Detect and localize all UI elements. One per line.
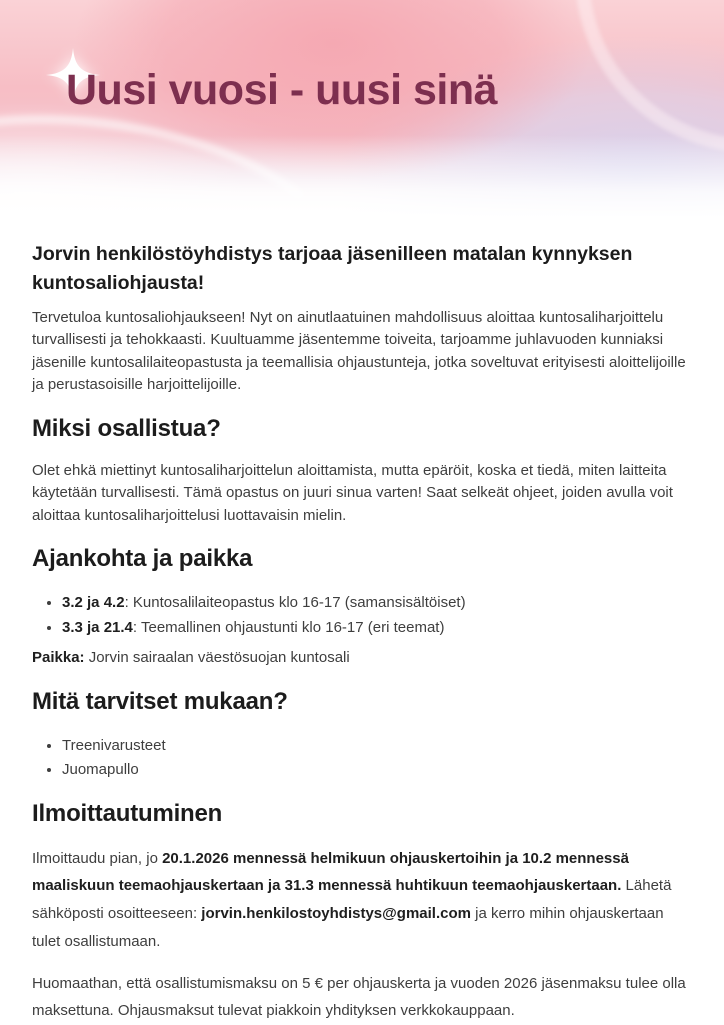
section-heading-when-where: Ajankohta ja paikka [32,541,692,577]
equipment-list [32,735,692,782]
list-item-equipment-2: • Juomapullo [62,759,692,782]
email-address: jorvin.henkilostoyhdistys@gmail.com [201,905,471,922]
ring-decoration-icon [575,0,724,153]
signup-paragraph: Ilmoittaudu pian, jo 20.1.2026 mennessä helmikuun ohjauskertoihin ja 10.2 mennessä maaliskuun teemaohjauskertaan ja 31.3 mennessä huhtikuun teemaohjauskertaan. Lähetä sähköposti osoitteeseen: jorvin.henkilostoyhdistys@gmail.com ja kerro mihin ohjauskertaan tulet osallistumaan. [32,845,692,956]
flyer-content [0,240,724,1025]
list-item-schedule-1: • 3.2 ja 4.2: Kuntosalilaiteopastus klo 16-17 (samansisältöiset) [62,592,692,615]
section-heading-bring: Mitä tarvitset mukaan? [32,684,692,720]
schedule-list [32,592,692,639]
payment-paragraph: Huomaathan, että osallistumismaksu on 5 € per ohjauskerta ja vuoden 2026 jäsenmaksu tulee olla maksettuna. Ohjausmaksut tulevat piakkoin yhdityksen verkkokauppaan. [32,970,692,1025]
why-paragraph: Olet ehkä miettinyt kuntosaliharjoittelun aloittamista, mutta epäröit, koska et tiedä, miten laitteita käytetään turvallisesti. Tämä opastus on juuri sinua varten! Saat selkeät ohjeet, joiden avulla voit aloittaa kuntosaliharjoittelusi luottavaisin mielin. [32,460,692,528]
hero-banner [0,0,724,218]
location-line: Paikka: Jorvin sairaalan väestösuojan kuntosali [32,647,692,670]
page-title: Uusi vuosi - uusi sinä [66,66,497,115]
lead-heading: Jorvin henkilöstöyhdistys tarjoaa jäsenilleen matalan kynnyksen kuntosaliohjausta! [32,240,692,299]
list-item-schedule-2: • 3.3 ja 21.4: Teemallinen ohjaustunti klo 16-17 (eri teemat) [62,617,692,640]
section-heading-signup: Ilmoittautuminen [32,796,692,832]
list-item-equipment-1: • Treenivarusteet [62,735,692,758]
section-heading-why: Miksi osallistua? [32,411,692,447]
intro-paragraph: Tervetuloa kuntosaliohjaukseen! Nyt on ainutlaatuinen mahdollisuus aloittaa kuntosaliharjoittelu turvallisesti ja tehokkaasti. Kuultuamme jäsentemme toiveita, tarjoamme juhlavuoden kunniaksi jäsenille kuntosalilaiteopastusta ja teemallisia ohjaustunteja, jotka soveltuvat erityisesti aloittelijoille ja perustasoisille harjoittelijoille. [32,307,692,397]
